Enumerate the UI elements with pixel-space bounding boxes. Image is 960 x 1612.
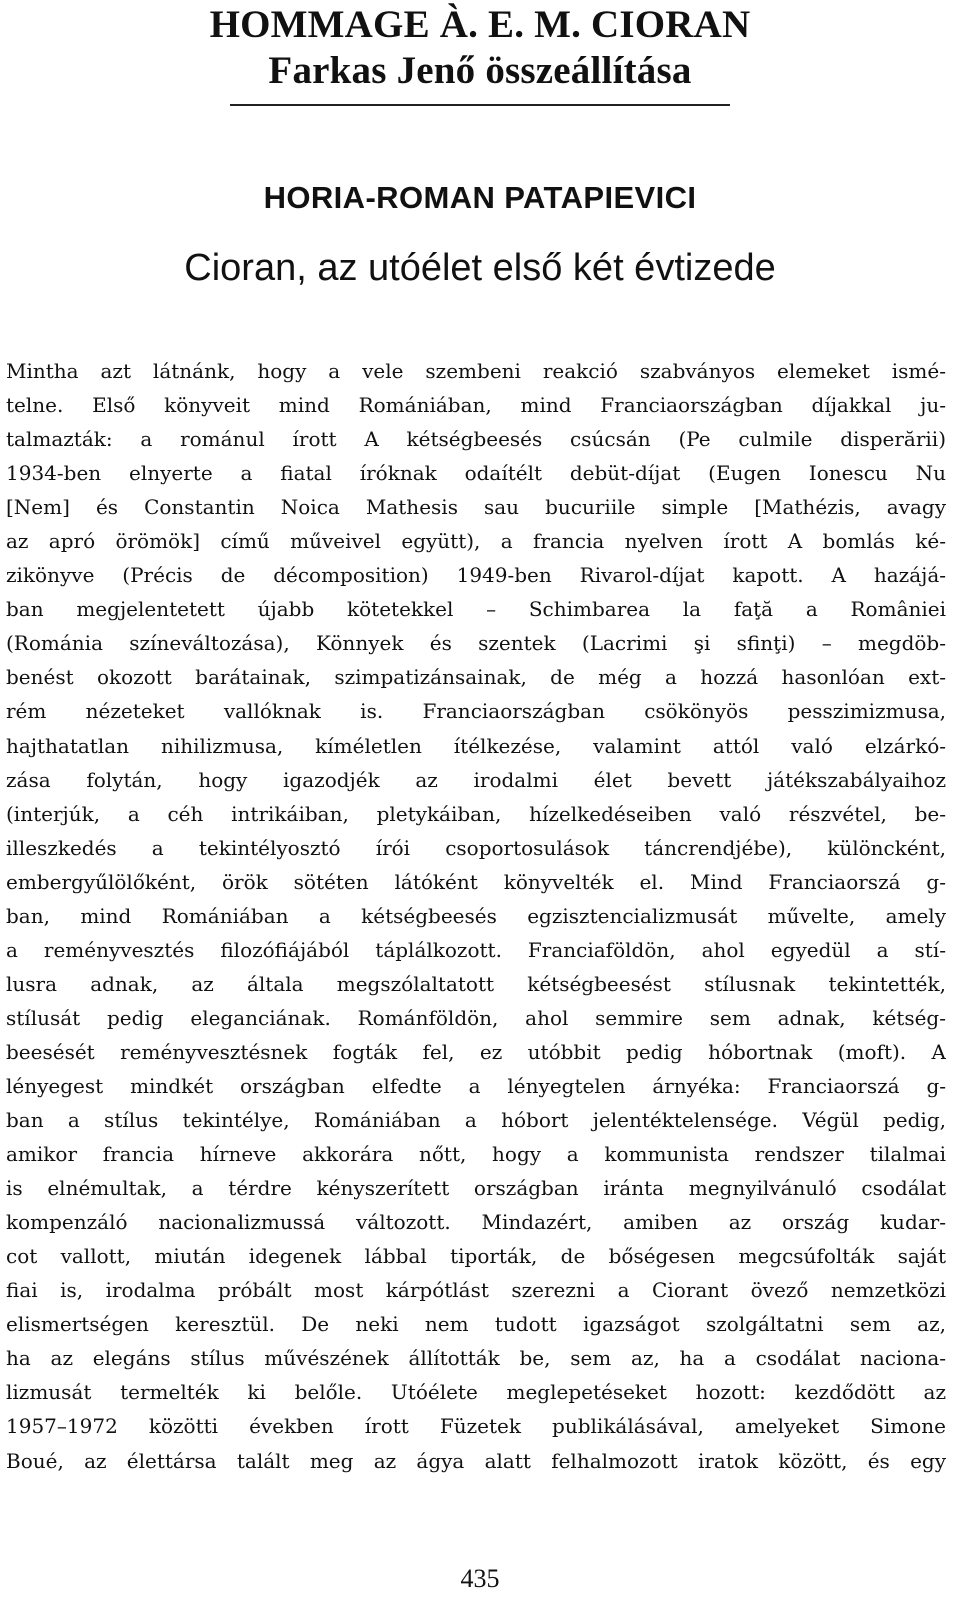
body-line: (Románia színeváltozása), Könnyek és szentek (Lacrimi şi sfinţi) – megdöb- <box>6 631 946 656</box>
body-line: telne. Első könyveit mind Romániában, mind Franciaországban díjakkal ju- <box>6 393 946 418</box>
body-line: rém nézeteket vallóknak is. Franciaországban csökönyös pesszimizmusa, <box>6 699 946 724</box>
article-author: HORIA-ROMAN PATAPIEVICI <box>263 180 697 215</box>
page-number: 435 <box>460 1564 500 1593</box>
body-line: hajthatatlan nihilizmusa, kíméletlen ítélkezése, valamint attól való elzárkó- <box>6 733 946 758</box>
section-compiler: Farkas Jenő összeállítása <box>268 49 692 92</box>
body-line: lizmusát termelték ki belőle. Utóélete meglepetéseket hozott: kezdődött az <box>6 1380 946 1405</box>
body-line: lusra adnak, az általa megszólaltatott kétségbeesést stílusnak tekintették, <box>6 971 946 996</box>
body-line: cot vallott, miután idegenek lábbal tiporták, de bőségesen megcsúfolták saját <box>6 1244 946 1269</box>
body-line: 1957–1972 közötti években írott Füzetek publikálásával, amelyeket Simone <box>6 1414 946 1439</box>
body-line: (interjúk, a céh intrikáiban, pletykáiban, hízelkedéseiben való részvétel, be- <box>6 801 946 826</box>
body-line: beesését reményvesztésnek fogták fel, ez utóbbit pedig hóbortnak (moft). A <box>6 1039 946 1064</box>
body-line: is elnémultak, a térdre kényszerített országban iránta megnyilvánuló csodálat <box>6 1176 946 1201</box>
article-title: Cioran, az utóélet első két évtizede <box>184 247 776 289</box>
section-header <box>0 2 960 94</box>
body-line: elismertségen keresztül. De neki nem tudott igazságot szolgáltatni sem az, <box>6 1312 946 1337</box>
body-line: stílusát pedig eleganciának. Románföldön, ahol semmire sem adnak, kétség- <box>6 1005 946 1030</box>
body-line: benést okozott barátainak, szimpatizánsainak, de még a hozzá hasonlóan ext- <box>6 665 946 690</box>
body-line: illeszkedés a tekintélyosztó írói csoportosulások táncrendjébe), különcként, <box>6 835 946 860</box>
body-line: fiai is, irodalma próbált most kárpótlást szerezni a Ciorant övező nemzetközi <box>6 1278 946 1303</box>
body-line: lényegest mindkét országban elfedte a lényegtelen árnyéka: Franciaorszá g- <box>6 1073 946 1098</box>
article-body <box>6 354 946 1478</box>
body-line: zása folytán, hogy igazodjék az irodalmi élet bevett játékszabályaihoz <box>6 767 946 792</box>
body-line: talmazták: a románul írott A kétségbeesés csúcsán (Pe culmile disperării) <box>6 427 946 452</box>
body-line: amikor francia hírneve akkorára nőtt, hogy a kommunista rendszer tilalmai <box>6 1142 946 1167</box>
header-divider <box>230 104 730 106</box>
body-line: [Nem] és Constantin Noica Mathesis sau bucuriile simple [Mathézis, avagy <box>6 495 946 520</box>
body-line: embergyűlölőként, örök sötéten látóként könyvelték el. Mind Franciaorszá g- <box>6 869 946 894</box>
body-line: ha az elegáns stílus művészének állították be, sem az, ha a csodálat naciona- <box>6 1346 946 1371</box>
body-line: ban, mind Romániában a kétségbeesés egzisztencializmusát művelte, amely <box>6 903 946 928</box>
body-line: ban megjelentetett újabb kötetekkel – Schimbarea la faţă a României <box>6 597 946 622</box>
body-line: Boué, az élettársa talált meg az ágya alatt felhalmozott iratok között, és egy <box>6 1448 946 1473</box>
body-line: Mintha azt látnánk, hogy a vele szembeni reakció szabványos elemeket ismé- <box>6 359 946 383</box>
body-line: kompenzáló nacionalizmussá változott. Mindazért, amiben az ország kudar- <box>6 1210 946 1235</box>
body-line: 1934-ben elnyerte a fiatal íróknak odaítélt debüt-díjat (Eugen Ionescu Nu <box>6 461 946 486</box>
body-line: zikönyve (Précis de décomposition) 1949-ben Rivarol-díjat kapott. A hazájá- <box>6 563 946 588</box>
body-line: ban a stílus tekintélye, Romániában a hóbort jelentéktelensége. Végül pedig, <box>6 1108 946 1133</box>
body-line: a reményvesztés filozófiájából táplálkozott. Franciaföldön, ahol egyedül a stí- <box>6 937 946 962</box>
body-line: az apró örömök] című műveivel együtt), a francia nyelven írott A bomlás ké- <box>6 529 946 554</box>
section-title: HOMMAGE À. E. M. CIORAN <box>209 3 751 46</box>
